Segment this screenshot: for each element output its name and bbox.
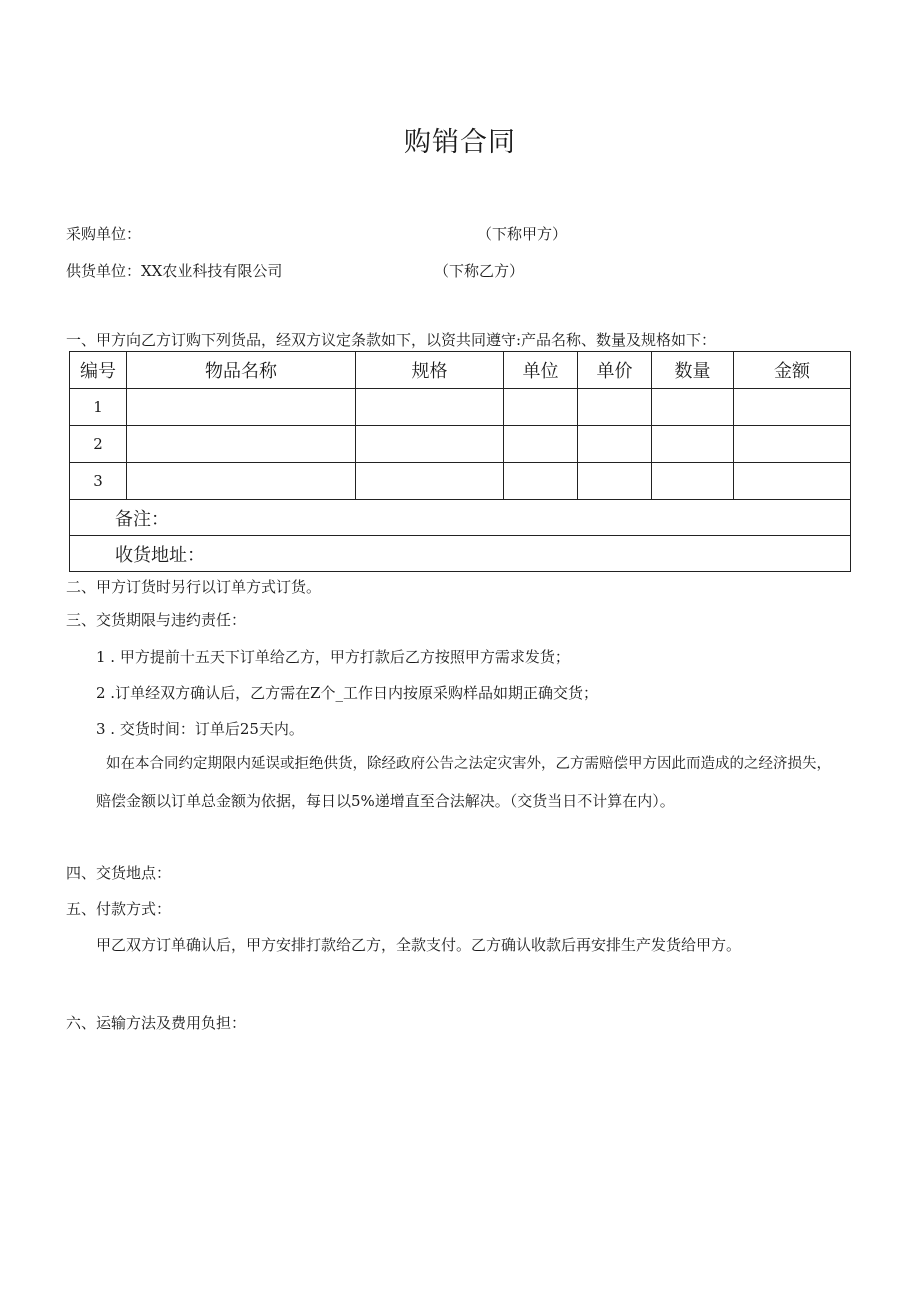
table-row xyxy=(70,463,851,500)
buyer-alias: （下称甲方） xyxy=(477,225,568,243)
cell-unit xyxy=(504,463,578,500)
section-4: 四、交货地点： xyxy=(66,864,172,882)
cell-spec xyxy=(356,389,504,426)
cell-unit-price xyxy=(578,389,652,426)
cell-number: 3 xyxy=(70,463,127,500)
cell-item-name xyxy=(127,389,356,426)
table-row xyxy=(70,426,851,463)
cell-quantity xyxy=(652,426,734,463)
header-amount: 金额 xyxy=(734,352,851,389)
cell-amount xyxy=(734,426,851,463)
page-title: 购销合同 xyxy=(404,127,516,158)
header-item-name: 物品名称 xyxy=(127,352,356,389)
remark-label: 备注： xyxy=(70,500,851,536)
section-2: 二、甲方订货时另行以订单方式订货。 xyxy=(66,578,322,596)
cell-unit xyxy=(504,426,578,463)
cell-spec xyxy=(356,426,504,463)
section-3-item-2: 2 .订单经双方确认后，乙方需在Z个_工作日内按原采购样品如期正确交货； xyxy=(96,684,599,702)
section-3-para-line-1: 如在本合同约定期限内延误或拒绝供货，除经政府公告之法定灾害外，乙方需赔偿甲方因此而造成的之经济损失， xyxy=(106,756,831,772)
section-5-text: 甲乙双方订单确认后，甲方安排打款给乙方，全款支付。乙方确认收款后再安排生产发货给甲方。 xyxy=(96,936,742,954)
table-header-row xyxy=(70,352,851,389)
header-quantity: 数量 xyxy=(652,352,734,389)
cell-quantity xyxy=(652,389,734,426)
cell-unit-price xyxy=(578,426,652,463)
section-3-para-line-2: 赔偿金额以订单总金额为依据，每日以5%递增直至合法解决。（交货当日不计算在内）。 xyxy=(96,792,675,810)
supplier-label: 供货单位：XX农业科技有限公司 xyxy=(66,262,283,280)
cell-number: 2 xyxy=(70,426,127,463)
header-unit-price: 单价 xyxy=(578,352,652,389)
section-3-item-3: 3 . 交货时间：订单后25天内。 xyxy=(96,720,304,738)
header-number: 编号 xyxy=(70,352,127,389)
cell-item-name xyxy=(127,426,356,463)
cell-spec xyxy=(356,463,504,500)
address-row xyxy=(70,536,851,572)
header-spec: 规格 xyxy=(356,352,504,389)
supplier-alias: （下称乙方） xyxy=(434,262,525,280)
buyer-label: 采购单位： xyxy=(66,225,142,243)
header-unit: 单位 xyxy=(504,352,578,389)
section-3-title: 三、交货期限与违约责任： xyxy=(66,611,247,629)
cell-unit-price xyxy=(578,463,652,500)
cell-quantity xyxy=(652,463,734,500)
section-6: 六、运输方法及费用负担： xyxy=(66,1014,247,1032)
section-1: 一、甲方向乙方订购下列货品，经双方议定条款如下，以资共同遵守:产品名称、数量及规格如下： xyxy=(66,331,717,349)
remark-row xyxy=(70,500,851,536)
section-3-item-1: 1 . 甲方提前十五天下订单给乙方，甲方打款后乙方按照甲方需求发货； xyxy=(96,648,570,666)
cell-unit xyxy=(504,389,578,426)
table-row xyxy=(70,389,851,426)
cell-number: 1 xyxy=(70,389,127,426)
cell-item-name xyxy=(127,463,356,500)
cell-amount xyxy=(734,389,851,426)
cell-amount xyxy=(734,463,851,500)
address-label: 收货地址： xyxy=(70,536,851,572)
section-5-title: 五、付款方式： xyxy=(66,900,172,918)
items-table xyxy=(69,351,851,572)
